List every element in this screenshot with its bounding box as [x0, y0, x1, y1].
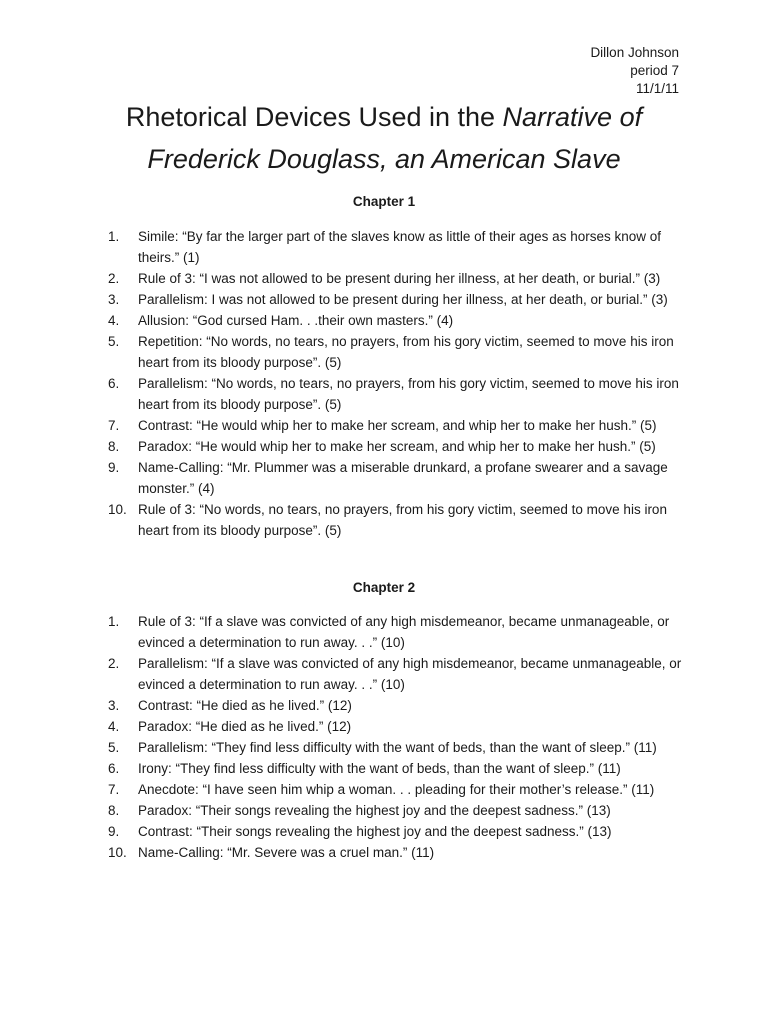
list-item: 5. Repetition: “No words, no tears, no prayers, from his gory victim, seemed to move his iron heart from its bloody purpose”. (5) [108, 334, 674, 370]
chapter-1-heading: Chapter 1 [352, 194, 416, 209]
author-header [590, 44, 679, 98]
list-item: 2. Parallelism: “If a slave was convicted of any high misdemeanor, became unmanageable, or evinced a determination to run away. . .” (10) [108, 656, 682, 692]
list-item: 1. Rule of 3: “If a slave was convicted of any high misdemeanor, became unmanageable, or evinced a determination to run away. . .” (10) [108, 614, 670, 650]
title-part-2: Narrative of [502, 102, 643, 132]
chapter-2-list [108, 611, 688, 863]
list-item: 1. Simile: “By far the larger part of the slaves know as little of their ages as horses know of theirs.” (1) [108, 229, 661, 265]
list-item: 10. Name-Calling: “Mr. Severe was a cruel man.” (11) [108, 845, 435, 860]
list-item: 2. Rule of 3: “I was not allowed to be present during her illness, at her death, or burial.” (3) [108, 271, 661, 286]
list-item: 3. Parallelism: I was not allowed to be present during her illness, at her death, or burial.” (3) [108, 292, 668, 307]
list-item: 9. Name-Calling: “Mr. Plummer was a miserable drunkard, a profane swearer and a savage monster.” (4) [108, 460, 668, 496]
list-item: 6. Parallelism: “No words, no tears, no prayers, from his gory victim, seemed to move his iron heart from its bloody purpose”. (5) [108, 376, 679, 412]
list-item: 8. Paradox: “Their songs revealing the highest joy and the deepest sadness.” (13) [108, 803, 611, 818]
title-part-3: Frederick Douglass, an American Slave [147, 144, 621, 174]
date: 11/1/11 [635, 81, 679, 96]
list-item: 10. Rule of 3: “No words, no tears, no prayers, from his gory victim, seemed to move his iron heart from its bloody purpose”. (5) [108, 502, 667, 538]
list-item: 7. Contrast: “He would whip her to make her scream, and whip her to make her hush.” (5) [108, 418, 657, 433]
chapter-2-heading: Chapter 2 [352, 580, 416, 595]
title-part-1: Rhetorical Devices Used in the [125, 102, 503, 132]
list-item: 8. Paradox: “He would whip her to make her scream, and whip her to make her hush.” (5) [108, 439, 656, 454]
list-item: 9. Contrast: “Their songs revealing the highest joy and the deepest sadness.” (13) [108, 824, 612, 839]
chapter-1-list [108, 226, 688, 541]
list-item: 4. Paradox: “He died as he lived.” (12) [108, 719, 352, 734]
author-name: Dillon Johnson [590, 45, 679, 60]
list-item: 4. Allusion: “God cursed Ham. . .their own masters.” (4) [108, 313, 454, 328]
list-item: 5. Parallelism: “They find less difficulty with the want of beds, than the want of sleep.” (11) [108, 740, 657, 755]
list-item: 3. Contrast: “He died as he lived.” (12) [108, 698, 352, 713]
list-item: 7. Anecdote: “I have seen him whip a woman. . . pleading for their mother’s release.” (11) [108, 782, 655, 797]
class-period: period 7 [630, 63, 679, 78]
page-title [0, 96, 768, 180]
list-item: 6. Irony: “They find less difficulty with the want of beds, than the want of sleep.” (11) [108, 761, 621, 776]
